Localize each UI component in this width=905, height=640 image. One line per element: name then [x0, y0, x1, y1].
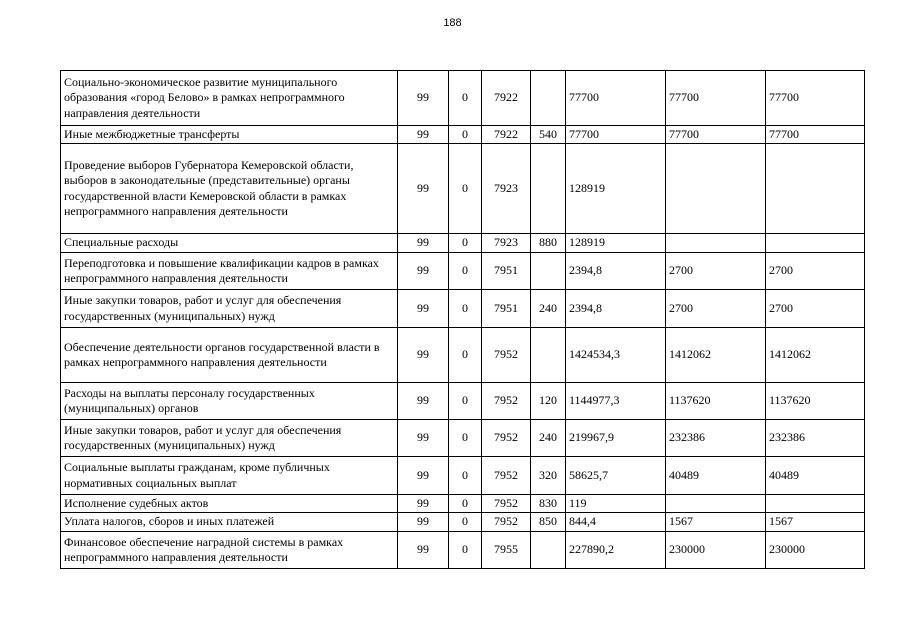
row-value-2: 2700: [666, 290, 766, 328]
row-name: Исполнение судебных актов: [61, 495, 398, 513]
table-row: [61, 513, 865, 532]
row-col3: 7952: [482, 383, 531, 420]
row-col3: 7952: [482, 328, 531, 383]
row-col1: 99: [398, 383, 449, 420]
row-col4: 120: [531, 383, 566, 420]
row-col1: 99: [398, 234, 449, 253]
row-col2: 0: [449, 495, 482, 513]
row-value-2: 1567: [666, 513, 766, 532]
row-col1: 99: [398, 328, 449, 383]
row-col1: 99: [398, 144, 449, 234]
row-col1: 99: [398, 495, 449, 513]
row-col3: 7955: [482, 532, 531, 569]
row-col4: 880: [531, 234, 566, 253]
row-col4: [531, 144, 566, 234]
row-value-2: 1137620: [666, 383, 766, 420]
row-value-3: 1567: [766, 513, 865, 532]
row-value-2: [666, 495, 766, 513]
row-col2: 0: [449, 328, 482, 383]
row-col4: [531, 71, 566, 126]
row-name: Социальные выплаты гражданам, кроме публичных нормативных социальных выплат: [61, 457, 398, 495]
row-col4: 320: [531, 457, 566, 495]
row-value-1: 58625,7: [566, 457, 666, 495]
row-col2: 0: [449, 532, 482, 569]
row-col1: 99: [398, 290, 449, 328]
table-row: [61, 383, 865, 420]
row-value-1: 227890,2: [566, 532, 666, 569]
row-name: Расходы на выплаты персоналу государственных (муниципальных) органов: [61, 383, 398, 420]
table-row: [61, 290, 865, 328]
row-col3: 7922: [482, 71, 531, 126]
row-col2: 0: [449, 71, 482, 126]
table-row: [61, 71, 865, 126]
row-value-2: 40489: [666, 457, 766, 495]
row-col3: 7923: [482, 144, 531, 234]
row-value-3: 77700: [766, 126, 865, 144]
row-value-2: 232386: [666, 420, 766, 457]
row-col2: 0: [449, 383, 482, 420]
row-value-1: 77700: [566, 71, 666, 126]
row-col3: 7952: [482, 420, 531, 457]
row-col2: 0: [449, 144, 482, 234]
row-value-2: 230000: [666, 532, 766, 569]
row-col4: [531, 532, 566, 569]
table-row: [61, 253, 865, 290]
row-name: Иные закупки товаров, работ и услуг для обеспечения государственных (муниципальных) нужд: [61, 290, 398, 328]
budget-table: [60, 70, 865, 569]
row-value-2: 77700: [666, 126, 766, 144]
row-name: Иные закупки товаров, работ и услуг для обеспечения государственных (муниципальных) нужд: [61, 420, 398, 457]
row-value-3: [766, 144, 865, 234]
row-col2: 0: [449, 420, 482, 457]
row-value-1: 1424534,3: [566, 328, 666, 383]
table-row: [61, 144, 865, 234]
row-value-3: 1137620: [766, 383, 865, 420]
row-name: Обеспечение деятельности органов государственной власти в рамках непрограммного направления деятельности: [61, 328, 398, 383]
row-col1: 99: [398, 420, 449, 457]
page-number: 188: [443, 17, 462, 29]
row-col1: 99: [398, 253, 449, 290]
table-row: [61, 328, 865, 383]
row-name: Уплата налогов, сборов и иных платежей: [61, 513, 398, 532]
row-col2: 0: [449, 253, 482, 290]
row-col2: 0: [449, 290, 482, 328]
row-col2: 0: [449, 126, 482, 144]
row-col3: 7952: [482, 513, 531, 532]
row-col3: 7952: [482, 495, 531, 513]
row-value-3: 40489: [766, 457, 865, 495]
row-col4: 540: [531, 126, 566, 144]
row-value-3: 230000: [766, 532, 865, 569]
row-col4: 850: [531, 513, 566, 532]
row-col1: 99: [398, 513, 449, 532]
table-row: [61, 532, 865, 569]
row-value-1: 119: [566, 495, 666, 513]
row-value-1: 128919: [566, 144, 666, 234]
row-value-1: 219967,9: [566, 420, 666, 457]
row-name: Социально-экономическое развитие муниципального образования «город Белово» в рамках непрограммного направления деятельности: [61, 71, 398, 126]
row-col4: 240: [531, 290, 566, 328]
row-col3: 7952: [482, 457, 531, 495]
row-name: Иные межбюджетные трансферты: [61, 126, 398, 144]
row-value-3: 232386: [766, 420, 865, 457]
row-value-1: 2394,8: [566, 290, 666, 328]
row-col3: 7923: [482, 234, 531, 253]
row-value-3: [766, 234, 865, 253]
row-value-3: 2700: [766, 290, 865, 328]
row-value-1: 1144977,3: [566, 383, 666, 420]
row-value-3: 1412062: [766, 328, 865, 383]
row-value-1: 128919: [566, 234, 666, 253]
row-value-2: 1412062: [666, 328, 766, 383]
row-name: Специальные расходы: [61, 234, 398, 253]
table-row: [61, 457, 865, 495]
row-col4: 240: [531, 420, 566, 457]
row-name: Переподготовка и повышение квалификации кадров в рамках непрограммного направления деятельности: [61, 253, 398, 290]
row-value-1: 844,4: [566, 513, 666, 532]
row-value-3: [766, 495, 865, 513]
row-value-2: 77700: [666, 71, 766, 126]
row-value-3: 77700: [766, 71, 865, 126]
row-col1: 99: [398, 126, 449, 144]
row-col3: 7951: [482, 253, 531, 290]
row-col1: 99: [398, 457, 449, 495]
row-value-1: 2394,8: [566, 253, 666, 290]
row-value-2: 2700: [666, 253, 766, 290]
row-name: Финансовое обеспечение наградной системы в рамках непрограммного направления деятельности: [61, 532, 398, 569]
table-row: [61, 420, 865, 457]
row-name: Проведение выборов Губернатора Кемеровской области, выборов в законодательные (представительные) органы государственной власти Кемеровской области в рамках непрограммного направления деятельности: [61, 144, 398, 234]
row-col3: 7922: [482, 126, 531, 144]
row-col4: [531, 328, 566, 383]
row-col1: 99: [398, 532, 449, 569]
row-col4: 830: [531, 495, 566, 513]
row-col2: 0: [449, 234, 482, 253]
table-row: [61, 495, 865, 513]
row-col3: 7951: [482, 290, 531, 328]
row-value-1: 77700: [566, 126, 666, 144]
row-value-2: [666, 234, 766, 253]
row-value-2: [666, 144, 766, 234]
row-col2: 0: [449, 457, 482, 495]
row-col2: 0: [449, 513, 482, 532]
table-row: [61, 234, 865, 253]
row-col4: [531, 253, 566, 290]
row-col1: 99: [398, 71, 449, 126]
table-row: [61, 126, 865, 144]
row-value-3: 2700: [766, 253, 865, 290]
